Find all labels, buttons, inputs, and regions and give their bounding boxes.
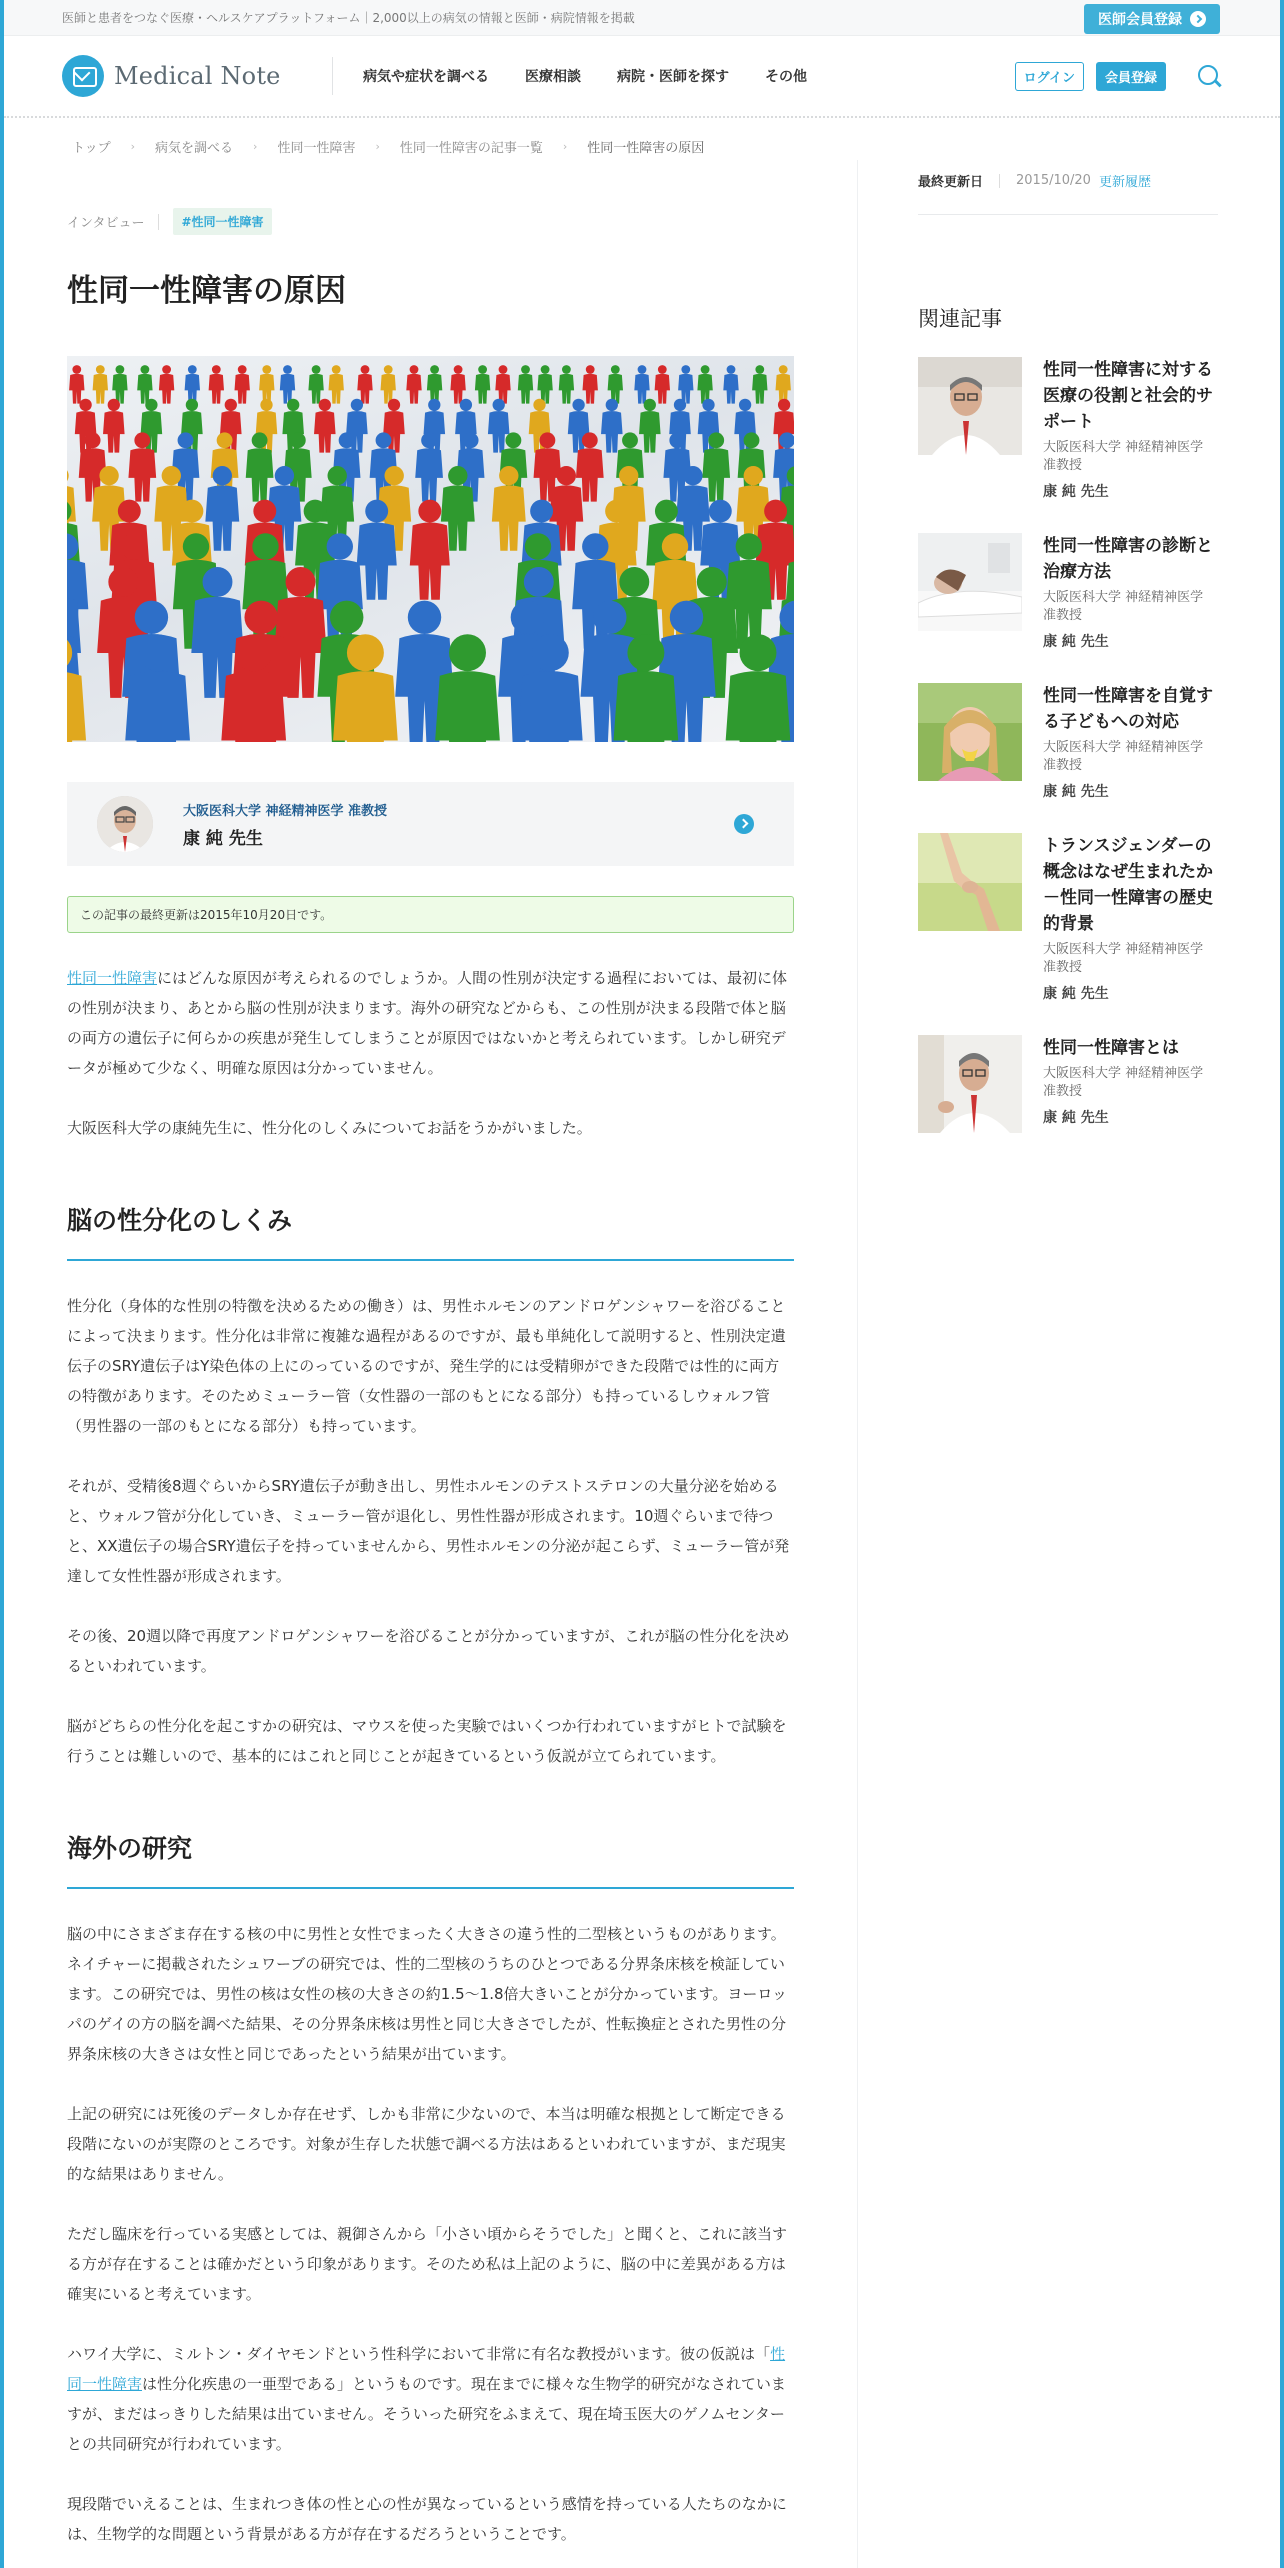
related-thumbnail (918, 683, 1022, 781)
related-thumbnail (918, 533, 1022, 631)
site-header (4, 36, 1280, 118)
page-title: 性同一性障害の原因 (67, 273, 346, 309)
person-figure (601, 399, 623, 453)
logo-mark-icon (62, 55, 104, 97)
paragraph: その後、20週以降で再度アンドロゲンシャワーを浴びることが分かっていますが、これが脳の性分化を決めるといわれています。 (67, 1627, 790, 1675)
doctor-register-label: 医師会員登録 (1098, 11, 1182, 28)
related-article[interactable] (918, 683, 1218, 801)
related-author: 康 純 先生 (1043, 634, 1109, 650)
breadcrumb (4, 118, 1280, 174)
arrow-right-icon[interactable] (734, 814, 754, 834)
person-figure (406, 365, 421, 404)
related-thumbnail (918, 357, 1022, 455)
related-title: 性同一性障害とは (1043, 1038, 1179, 1058)
breadcrumb-disease[interactable]: 病気を調べる (155, 140, 234, 156)
person-figure (205, 466, 239, 551)
person-figure (185, 365, 200, 404)
article-body (67, 963, 794, 2549)
site-tagline: 医師と患者をつなぐ医療・ヘルスケアプラットフォーム｜2,000以上の病気の情報と医師・病院情報を掲載 (62, 11, 635, 25)
paragraph: ハワイ大学に、ミルトン・ダイヤモンドという性科学において非常に有名な教授がいます。彼の仮説は「性同一性障害は性分化疾患の一亜型である」というものです。現在までに様々な生物学的研究がなされていますが、まだはっきりした結果は出ていません。そういった研究をふまえて、現在埼玉医大のゲノムセンターとの共同研究が行われています。 (67, 2345, 786, 2453)
person-figure (314, 399, 336, 453)
article-kind: インタビュー (67, 216, 145, 231)
person-figure (559, 365, 574, 404)
people-figures-illustration (67, 356, 794, 742)
category-tag[interactable]: #性同一性障害 (173, 208, 271, 235)
nav-medical-consultation[interactable]: 医療相談 (525, 69, 581, 85)
person-figure (776, 365, 791, 404)
person-figure (69, 365, 84, 404)
related-articles-title: 関連記事 (918, 307, 1002, 331)
person-figure (450, 365, 465, 404)
chevron-right-icon: › (130, 139, 136, 153)
intro-paragraph: 性同一性障害にはどんな原因が考えられるのでしょうか。人間の性別が決定する過程においては、最初に体の性別が決まり、あとから脳の性別が決まります。海外の研究などからも、この性別が決まる段階で体と脳の両方の遺伝子に何らかの疾患が発生してしまうことが原因ではないかと考えられています。しかし研究データが極めて少なく、明確な原因は分かっていません。 (67, 969, 788, 1077)
person-figure (583, 365, 598, 404)
person-figure (518, 365, 533, 404)
related-title: トランスジェンダーの概念はなぜ生まれたか－性同一性障害の歴史的背景 (1043, 836, 1213, 934)
related-article[interactable] (918, 833, 1218, 1003)
person-figure (112, 365, 127, 404)
site-logo[interactable] (62, 55, 332, 97)
person-figure (697, 365, 712, 404)
login-button[interactable]: ログイン (1015, 62, 1084, 91)
gid-link[interactable]: 性同一性障害 (67, 969, 158, 987)
author-avatar (97, 796, 153, 852)
related-affiliation: 大阪医科大学 神経精神医学 准教授 (1043, 942, 1204, 975)
person-figure (137, 365, 152, 404)
section-heading-overseas: 海外の研究 (67, 1829, 794, 1889)
person-figure (159, 365, 174, 404)
related-author: 康 純 先生 (1043, 484, 1109, 500)
person-figure (475, 365, 490, 404)
nav-find-hospital[interactable]: 病院・医師を探す (617, 69, 729, 85)
gid-link[interactable]: 性同一性障害 (67, 2345, 786, 2393)
person-figure (235, 365, 250, 404)
related-thumbnail (918, 1035, 1022, 1133)
last-updated (918, 175, 1218, 215)
person-figure (488, 399, 510, 453)
author-card[interactable] (67, 782, 794, 866)
person-figure (259, 365, 274, 404)
article-meta (67, 208, 794, 235)
section-heading-brain: 脳の性分化のしくみ (67, 1201, 794, 1261)
breadcrumb-gid[interactable]: 性同一性障害 (277, 140, 356, 156)
person-figure (655, 365, 670, 404)
related-title: 性同一性障害を自覚する子どもへの対応 (1043, 686, 1213, 732)
top-bar (4, 0, 1280, 36)
paragraph: 性分化（身体的な性別の特徴を決めるための働き）は、男性ホルモンのアンドロゲンシャワーを浴びることによって決まります。性分化は非常に複雑な過程があるのですが、最も単純化して説明すると、性別決定遺伝子のSRY遺伝子はY染色体の上にのっているのですが、発生学的には受精卵ができた段階では性的に両方の特徴があります。そのためミューラー管（女性器の一部のもとになる部分）も持っているしウォルフ管（男性器の一部のもとになる部分）も持っています。 (67, 1297, 786, 1435)
chevron-right-icon: › (375, 139, 380, 153)
article-main (67, 200, 794, 2549)
related-article[interactable] (918, 533, 1218, 651)
author-affiliation: 大阪医科大学 神経精神医学 准教授 (183, 803, 388, 819)
doctor-register-button[interactable] (1084, 4, 1220, 34)
arrow-right-icon (1190, 11, 1206, 27)
person-figure (93, 365, 108, 404)
person-figure (381, 365, 396, 404)
person-figure (752, 365, 767, 404)
related-author: 康 純 先生 (1043, 986, 1109, 1002)
related-affiliation: 大阪医科大学 神経精神医学 准教授 (1043, 440, 1204, 473)
last-updated-label: 最終更新日 (918, 175, 984, 190)
history-link[interactable]: 更新履歴 (1098, 175, 1151, 190)
column-divider (857, 160, 858, 2568)
chevron-right-icon: › (253, 139, 258, 153)
update-notice: この記事の最終更新は2015年10月20日です。 (67, 896, 794, 933)
related-thumbnail (918, 833, 1022, 931)
logo-text: Medical Note (114, 62, 281, 90)
header-divider (332, 57, 333, 95)
register-button[interactable]: 会員登録 (1096, 62, 1166, 91)
author-name: 康 純 先生 (183, 828, 263, 849)
chevron-right-icon: › (562, 139, 568, 153)
related-title: 性同一性障害に対する医療の役割と社会的サポート (1043, 360, 1213, 432)
person-figure (357, 365, 372, 404)
breadcrumb-current: 性同一性障害の原因 (587, 140, 705, 156)
person-figure (537, 365, 552, 404)
person-figure (329, 365, 344, 404)
person-figure (308, 365, 323, 404)
paragraph: 脳がどちらの性分化を起こすかの研究は、マウスを使った実験ではいくつか行われていますがヒトで試験を行うことは難しいので、基本的にはこれと同じことが起きているという仮説が立てられています。 (67, 1717, 787, 1765)
breadcrumb-top[interactable]: トップ (72, 140, 111, 156)
paragraph: 上記の研究には死後のデータしか存在せず、しかも非常に少ないので、本当は明確な根拠として断定できる段階にないのが実際のところです。対象が生存した状態で調べる方法はあるといわれていますが、まだ現実的な結果はありません。 (67, 2105, 786, 2183)
related-affiliation: 大阪医科大学 神経精神医学 准教授 (1043, 1066, 1204, 1099)
related-articles (918, 357, 1218, 1133)
hero-image (67, 356, 794, 742)
related-article[interactable] (918, 357, 1218, 501)
person-figure (427, 365, 442, 404)
related-title: 性同一性障害の診断と治療方法 (1043, 536, 1213, 582)
person-figure (678, 365, 693, 404)
last-updated-date: 2015/10/20 (1016, 173, 1091, 188)
paragraph: 脳の中にさまざま存在する核の中に男性と女性でまったく大きさの違う性的二型核というものがあります。ネイチャーに掲載されたシュワーブの研究では、性的二型核のうちのひとつである分界条床核を検証しています。この研究では、男性の核は女性の核の大きさの約1.5～1.8倍大きいことが分かっています。ヨーロッパのゲイの方の脳を調べた結果、その分界条床核は男性と同じ大きさでしたが、性転換症とされた男性の分界条床核の大きさは女性と同じであったという結果が出ています。 (67, 1925, 788, 2063)
meta-divider (158, 214, 159, 230)
breadcrumb-article-list[interactable]: 性同一性障害の記事一覧 (399, 140, 543, 156)
related-author: 康 純 先生 (1043, 1110, 1109, 1126)
related-author: 康 純 先生 (1043, 784, 1109, 800)
person-figure (280, 365, 295, 404)
nav-other[interactable]: その他 (765, 69, 807, 85)
search-icon[interactable] (1196, 63, 1222, 89)
paragraph: ただし臨床を行っている実感としては、親御さんから「小さい頃からそうでした」と聞くと、これに該当する方が存在することは確かだという印象があります。そのため私は上記のように、脳の中に差異がある方は確実にいると考えています。 (67, 2225, 788, 2303)
related-affiliation: 大阪医科大学 神経精神医学 准教授 (1043, 590, 1204, 623)
person-figure (103, 399, 125, 453)
header-actions (1015, 62, 1222, 91)
sidebar (918, 175, 1218, 1165)
author-info (183, 800, 734, 849)
person-figure (209, 365, 224, 404)
person-figure (608, 365, 623, 404)
person-figure (723, 365, 738, 404)
paragraph: 現段階でいえることは、生まれつき体の性と心の性が異なっているという感情を持っている人たちのなかには、生物学的な問題という背景がある方が存在するだろうということです。 (67, 2495, 787, 2543)
related-affiliation: 大阪医科大学 神経精神医学 准教授 (1043, 740, 1204, 773)
person-figure (639, 399, 661, 453)
paragraph: それが、受精後8週ぐらいからSRY遺伝子が動き出し、男性ホルモンのテストステロンの大量分泌を始めると、ウォルフ管が分化していき、ミューラー管が退化し、男性性器が形成されます。10週ぐらいまで待つと、XX遺伝子の場合SRY遺伝子を持っていませんから、男性ホルモンの分泌が起こらず、ミューラー管が発達して女性性器が形成されます。 (67, 1477, 790, 1585)
main-nav (363, 66, 1015, 86)
person-figure (495, 365, 510, 404)
divider (999, 174, 1000, 188)
intro-paragraph-2: 大阪医科大学の康純先生に、性分化のしくみについてお話をうかがいました。 (67, 1119, 592, 1137)
nav-search-disease[interactable]: 病気や症状を調べる (363, 69, 489, 85)
person-figure (634, 365, 649, 404)
related-article[interactable] (918, 1035, 1218, 1133)
